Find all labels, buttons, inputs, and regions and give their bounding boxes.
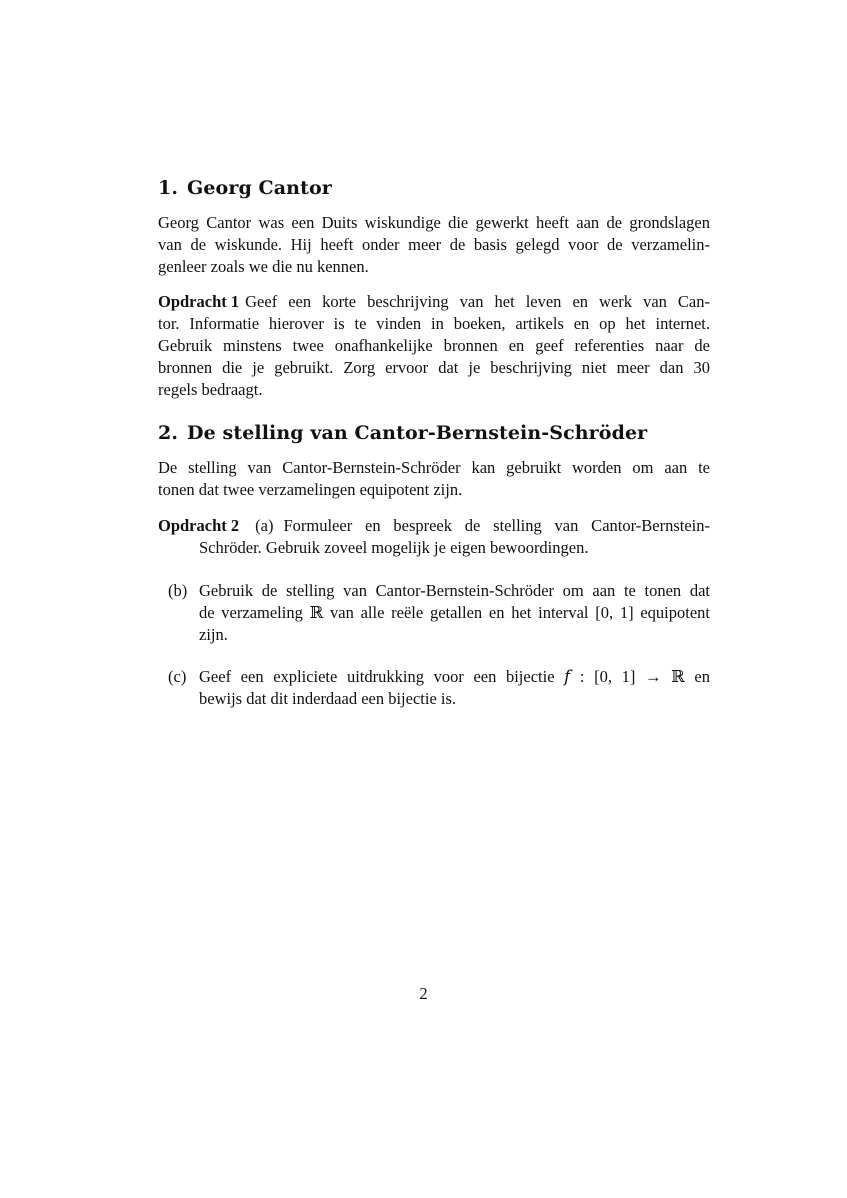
assignment-1-line-4: bronnen die je gebruikt. Zorg ervoor dat je beschrijving niet meer dan 30 [158, 358, 710, 377]
assignment-1-label: Opdracht 1 [158, 292, 240, 311]
assignment-2-item-a-line-2: Schröder. Gebruik zoveel mogelijk je eigen bewoordingen. [199, 538, 589, 557]
assignment-1-line-2: tor. Informatie hierover is te vinden in boeken, artikels en op het internet. [158, 314, 710, 333]
assignment-2-item-b-line-2: de verzameling ℝ van alle reële getallen en het interval [0, 1] equipotent [199, 603, 710, 622]
assignment-2-item-c-marker: (c) [168, 667, 187, 686]
assignment-1-line-3: Gebruik minstens twee onafhankelijke bronnen en geef referenties naar de [158, 336, 710, 355]
section-1-para-line-3: genleer zoals we die nu kennen. [158, 257, 369, 276]
assignment-1-first-line [158, 291, 710, 313]
section-1-para-line-2: van de wiskunde. Hij heeft onder meer de basis gelegd voor de verzamelin- [158, 235, 710, 254]
section-1-para-line-1: Georg Cantor was een Duits wiskundige die gewerkt heeft aan de grondslagen [158, 213, 710, 232]
section-2-heading [158, 422, 647, 444]
assignment-2-item-a-line-1: Formuleer en bespreek de stelling van Cantor-Bernstein- [283, 516, 710, 535]
assignment-2-item-b-line-1: Gebruik de stelling van Cantor-Bernstein-Schröder om aan te tonen dat [199, 581, 710, 600]
assignment-2-item-b-marker: (b) [168, 581, 188, 600]
section-2-title: De stelling van Cantor-Bernstein-Schröder [187, 422, 648, 444]
assignment-2-item-a-marker: (a) [255, 516, 274, 535]
section-2-para-line-2: tonen dat twee verzamelingen equipotent zijn. [158, 480, 463, 499]
assignment-2-item-c-line-1: Geef een expliciete uitdrukking voor een bijectie 𝑓 : [0, 1] → ℝ en [199, 667, 710, 686]
assignment-1-line-5: regels bedraagt. [158, 380, 263, 399]
assignment-2-label: Opdracht 2 [158, 516, 240, 535]
assignment-2-item-b-line-3: zijn. [199, 625, 228, 644]
section-1-heading [158, 177, 332, 199]
assignment-1-line-1: Geef een korte beschrijving van het leven en werk van Can- [245, 292, 710, 311]
section-1-title: Georg Cantor [187, 177, 332, 199]
assignment-2-first-line [158, 515, 710, 537]
section-2-number: 2. [158, 422, 179, 444]
section-2-para-line-1: De stelling van Cantor-Bernstein-Schröder kan gebruikt worden om aan te [158, 458, 710, 477]
assignment-2-item-c-line-2: bewijs dat dit inderdaad een bijectie is. [199, 689, 457, 708]
section-1-number: 1. [158, 177, 179, 199]
page-number: 2 [419, 984, 428, 1003]
